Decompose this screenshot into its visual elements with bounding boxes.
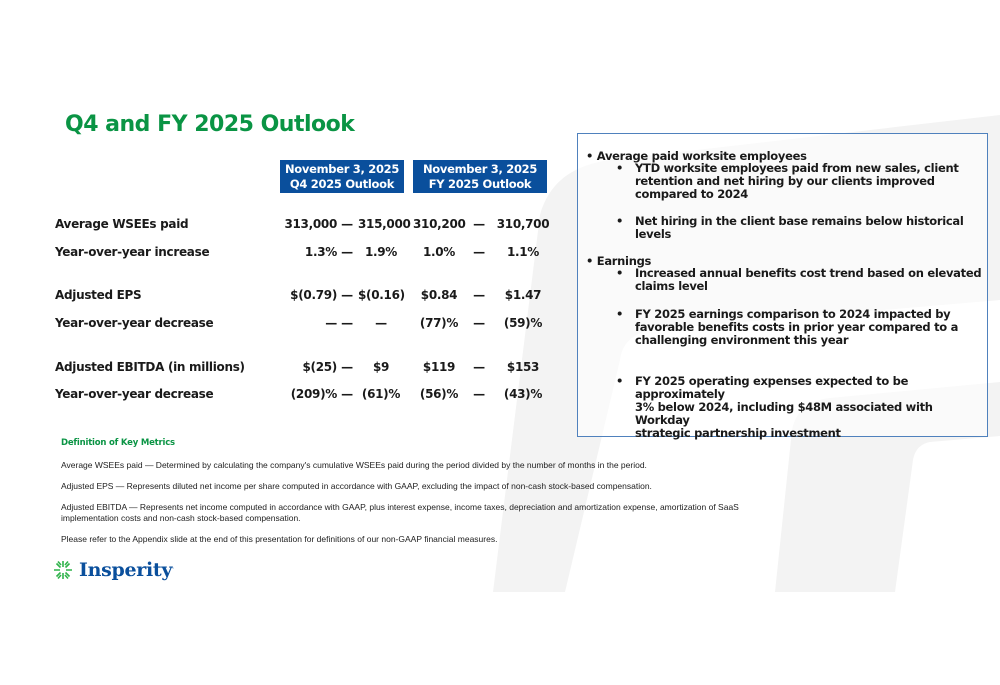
bullet-icon: •	[616, 374, 624, 388]
bullet-icon: •	[586, 254, 594, 268]
list-item: • Net hiring in the client base remains below historical levels	[616, 214, 964, 241]
bullet-icon: •	[616, 214, 624, 228]
commentary-box	[577, 133, 988, 440]
definition-adjusted-ebitda-cont: implementation costs and non-cash stock-based compensation.	[61, 513, 301, 523]
definition-adjusted-ebitda: Adjusted EBITDA — Represents net income computed in accordance with GAAP, plus interest expense, income taxes, depreciation and amortization expense, amortization of SaaS	[61, 502, 739, 512]
table-row	[55, 316, 555, 334]
fy-low-value: (77)%	[419, 316, 459, 330]
fy-high-value: (43)%	[503, 387, 543, 401]
list-item: • FY 2025 earnings comparison to 2024 impacted by favorable benefits costs in prior year compared to a challenging environment this year	[616, 307, 959, 347]
fy-high-value: (59)%	[503, 316, 543, 330]
fy-range-separator: —	[473, 245, 485, 259]
fy-low-value: $0.84	[420, 288, 458, 302]
q4-low-value: 313,000	[284, 217, 337, 231]
fy-high-value: 1.1%	[506, 245, 540, 259]
insperity-burst-icon	[52, 559, 74, 581]
appendix-note: Please refer to the Appendix slide at the end of this presentation for definitions of our non-GAAP financial measures.	[61, 534, 498, 544]
q4-range-separator: —	[341, 245, 353, 259]
row-label: Adjusted EBITDA (in millions)	[55, 360, 245, 374]
table-row	[55, 245, 555, 263]
q4-low-value: (209)%	[290, 387, 337, 401]
definitions-title: Definition of Key Metrics	[61, 438, 175, 448]
section-heading-earnings: • Earnings	[586, 254, 652, 268]
fy-low-value: 1.0%	[422, 245, 456, 259]
logo-wordmark: Insperity.	[79, 559, 174, 581]
q4-range-separator: —	[341, 360, 353, 374]
fy-range-separator: —	[473, 217, 485, 231]
fy-low-value: 310,200	[413, 217, 466, 231]
q4-high-value: 1.9%	[364, 245, 398, 259]
definition-wsees: Average WSEEs paid — Determined by calculating the company's cumulative WSEEs paid during the period divided by the number of months in the period.	[61, 460, 647, 470]
fy-high-value: $153	[506, 360, 540, 374]
fy-range-separator: —	[473, 360, 485, 374]
fy-high-value: $1.47	[504, 288, 542, 302]
q4-low-value: —	[325, 316, 337, 330]
q4-range-separator: —	[341, 217, 353, 231]
row-label: Average WSEEs paid	[55, 217, 189, 231]
fy-range-separator: —	[473, 387, 485, 401]
definition-adjusted-eps: Adjusted EPS — Represents diluted net income per share computed in accordance with GAAP, excluding the impact of non-cash stock-based compensation.	[61, 481, 652, 491]
q4-high-value: 315,000	[358, 217, 411, 231]
row-label: Year-over-year decrease	[55, 387, 214, 401]
list-item: • FY 2025 operating expenses expected to be approximately 3% below 2024, including $48M associated with Workday strategic partnership investment	[616, 374, 933, 440]
table-row	[55, 387, 555, 405]
table-row	[55, 217, 555, 235]
q4-high-value: (61)%	[361, 387, 401, 401]
column-header-q4-period: Q4 2025 Outlook	[289, 177, 395, 191]
bullet-icon: •	[586, 149, 594, 163]
bullet-icon: •	[616, 266, 624, 280]
bullet-icon: •	[616, 307, 624, 321]
fy-high-value: 310,700	[496, 217, 550, 231]
table-row	[55, 288, 555, 306]
list-item: • YTD worksite employees paid from new sales, client retention and net hiring by our clients improved compared to 2024	[616, 161, 959, 201]
bullet-icon: •	[616, 161, 624, 175]
q4-high-value: $(0.16)	[358, 288, 405, 302]
q4-low-value: $(25)	[302, 360, 337, 374]
table-row	[55, 360, 555, 378]
page-title: Q4 and FY 2025 Outlook	[65, 112, 355, 137]
q4-range-separator: —	[341, 387, 353, 401]
fy-low-value: $119	[422, 360, 456, 374]
column-header-q4	[280, 160, 404, 193]
q4-low-value: 1.3%	[304, 245, 337, 259]
q4-low-value: $(0.79)	[290, 288, 337, 302]
column-header-fy	[413, 160, 547, 193]
column-header-q4-date: November 3, 2025	[284, 162, 400, 176]
column-header-fy-period: FY 2025 Outlook	[428, 177, 532, 191]
column-header-fy-date: November 3, 2025	[422, 162, 538, 176]
q4-high-value: —	[375, 316, 387, 330]
row-label: Adjusted EPS	[55, 288, 142, 302]
row-label: Year-over-year increase	[55, 245, 210, 259]
fy-low-value: (56)%	[419, 387, 459, 401]
fy-range-separator: —	[473, 288, 485, 302]
q4-range-separator: —	[341, 288, 353, 302]
row-label: Year-over-year decrease	[55, 316, 214, 330]
insperity-logo	[52, 557, 174, 583]
list-item: • Increased annual benefits cost trend based on elevated claims level	[616, 266, 982, 293]
q4-range-separator: —	[341, 316, 353, 330]
q4-high-value: $9	[372, 360, 390, 374]
section-heading-worksite-employees: • Average paid worksite employees	[586, 149, 807, 163]
fy-range-separator: —	[473, 316, 485, 330]
